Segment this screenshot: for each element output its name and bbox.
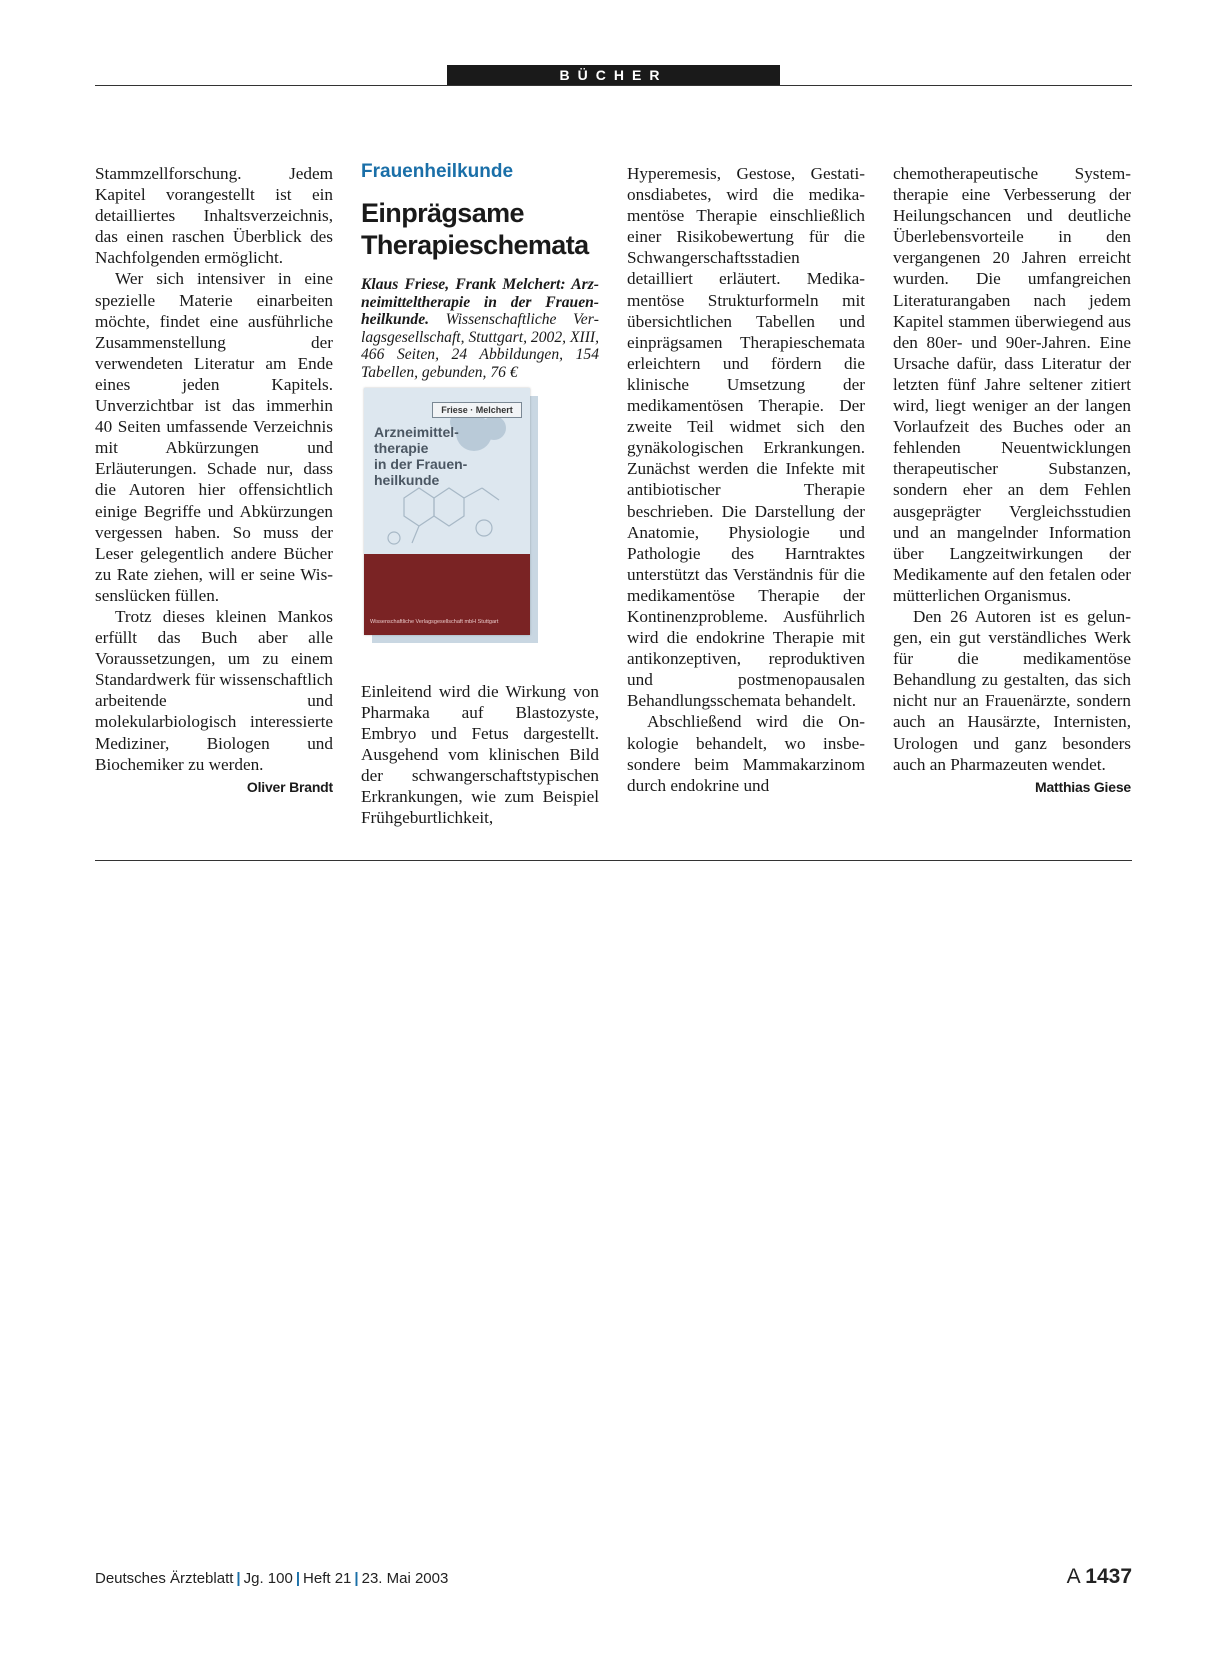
cover-title-line: therapie bbox=[374, 439, 429, 456]
paragraph: Einleitend wird die Wirkung von Pharmaka auf Blastozyste, Embryo und Fetus dargestellt. Ausgehend vom klinischen Bild der schwangerschaftstypischen Erkrankungen, wie zum Beispiel Frühgeburtlichkeit, bbox=[361, 681, 599, 828]
section-kicker: Frauenheilkunde bbox=[361, 161, 514, 182]
paragraph: Hyperemesis, Gestose, Gestationsdiabetes, wird die medikamentöse Therapie einschließlich einer Risikobewertung für die Schwangerschaftsstadien detailliert erläutert. Medikamentöse Strukturformeln mit übersichtlichen Tabellen und einprägsamen Therapieschemata erleichtern und fördern die klinische Umsetzung der medikamentösen Therapie. Der zweite Teil widmet sich den gynäkologischen Erkrankungen. Zunächst werden die Infekte mit antibiotischer Therapie beschrieben. Die Darstellung der Anatomie, Physiologie und Pathologie des Harntraktes unterstützt das Verständnis für die medikamentöse Therapie der Kontinenzprobleme. Ausführlich wird die endokrine Therapie mit antikonzeptiven, reproduktiven und postmenopausalen Behandlungsschemata behandelt. bbox=[627, 164, 865, 711]
journal-date: 23. Mai 2003 bbox=[361, 1570, 449, 1587]
book-cover bbox=[364, 388, 530, 635]
headline-line: Therapieschemata bbox=[361, 230, 589, 260]
paragraph-text: Trotz dieses kleinen Mankos erfüllt das Buch aber alle Voraussetzungen, um zu einem Standardwerk für wissenschaftlich arbeitende und molekularbiologisch interessierte Mediziner, Biologen und Biochemiker zu werden. bbox=[95, 606, 333, 774]
journal-volume: Jg. 100 bbox=[243, 1570, 293, 1587]
header-rule bbox=[95, 85, 1132, 86]
column-3 bbox=[627, 163, 865, 796]
paragraph: Abschließend wird die Onkologie behandelt, wo insbesondere beim Mammakarzinom durch endokrine und bbox=[627, 712, 865, 795]
page-number bbox=[1067, 1565, 1132, 1589]
article-headline bbox=[361, 197, 599, 261]
paragraph: chemotherapeutische Systemtherapie eine Verbesserung der Heilungschancen und deutliche Überlebensvorteile in den vergangenen 20 Jahren erreicht wurden. Die umfangreichen Literaturangaben nach jedem Kapitel stammen überwiegend aus den 80er- und 90er-Jahren. Eine Ursache dafür, dass Literatur der letzten fünf Jahre seltener zitiert wird, liegt weniger an der langen Vorlaufzeit des Buches oder an fehlenden Neuentwicklungen therapeutischer Substanzen, sondern eher an dem Fehlen ausgeprägter Vergleichsstudien und an mangelnder Information über Langzeitwirkungen der Medikamente auf den fetalen oder mütterlichen Organismus. bbox=[893, 164, 1131, 605]
separator: | bbox=[236, 1570, 241, 1587]
page-prefix: A bbox=[1066, 1565, 1080, 1588]
author-byline: Matthias Giese bbox=[1034, 778, 1131, 795]
paragraph: Wer sich intensiver in eine spezielle Materie einarbeiten möchte, findet eine ausführliche Zusammenstellung der verwendeten Literatur am Ende eines jeden Kapitels. Unverzichtbar ist das immerhin 40 Seiten umfassende Verzeichnis mit Abkürzungen und Erläuterungen. Schade nur, dass die Autoren hier offensichtlich einige Begriffe und Abkürzungen vergessen haben. So muss der Leser gelegentlich andere Bücher zu Rate ziehen, will er seine Wissenslücken füllen. bbox=[95, 269, 333, 605]
journal-name: Deutsches Ärzteblatt bbox=[95, 1570, 234, 1587]
separator: | bbox=[354, 1570, 359, 1587]
section-label: BÜCHER bbox=[447, 65, 780, 85]
footer-rule bbox=[95, 860, 1132, 861]
column-2 bbox=[361, 163, 599, 828]
paragraph bbox=[95, 606, 333, 795]
column-1 bbox=[95, 163, 333, 798]
paragraph-text: Den 26 Autoren ist es gelungen, ein gut verständliches Werk für die medikamentöse Behandlung zu gestalten, das sich nicht nur an Frauenärzte, sondern auch an Hausärzte, Internisten, Urologen und ganz besonders auch an Pharmazeuten wendet. bbox=[893, 606, 1131, 774]
journal-issue: Heft 21 bbox=[303, 1570, 352, 1587]
journal-citation bbox=[95, 1570, 448, 1587]
author-byline: Oliver Brandt bbox=[246, 778, 333, 795]
cover-title bbox=[374, 424, 514, 488]
cover-title-line: Arzneimittel- bbox=[374, 423, 459, 440]
paragraph: Stammzellforschung. Jedem Kapitel vorangestellt ist ein detailliertes Inhaltsverzeichnis, das einen raschen Überblick des Nachfolgenden ermöglicht. bbox=[95, 164, 333, 268]
cover-authors: Friese · Melchert bbox=[432, 402, 522, 418]
cover-title-line: heilkunde bbox=[374, 471, 440, 488]
cover-publisher: Wissenschaftliche Verlagsgesellschaft mbH Stuttgart bbox=[370, 618, 499, 625]
bibliographic-info bbox=[361, 276, 599, 382]
book-publication-details: Wissenschaftliche Verlagsgesellschaft, Stuttgart, 2002, XIII, 466 Seiten, 24 Abbildungen, 154 Tabellen, gebunden, 76 € bbox=[361, 311, 599, 381]
book-authors-title: Klaus Friese, Frank Melchert: Arzneimitteltherapie in der Frauenheilkunde. bbox=[361, 276, 599, 329]
page-number-value: 1437 bbox=[1085, 1565, 1132, 1588]
column-4 bbox=[893, 163, 1131, 798]
paragraph bbox=[893, 606, 1131, 795]
book-cover-image bbox=[364, 388, 538, 643]
headline-line: Einprägsame bbox=[361, 198, 524, 228]
separator: | bbox=[295, 1570, 301, 1587]
cover-title-line: in der Frauen- bbox=[374, 455, 468, 472]
